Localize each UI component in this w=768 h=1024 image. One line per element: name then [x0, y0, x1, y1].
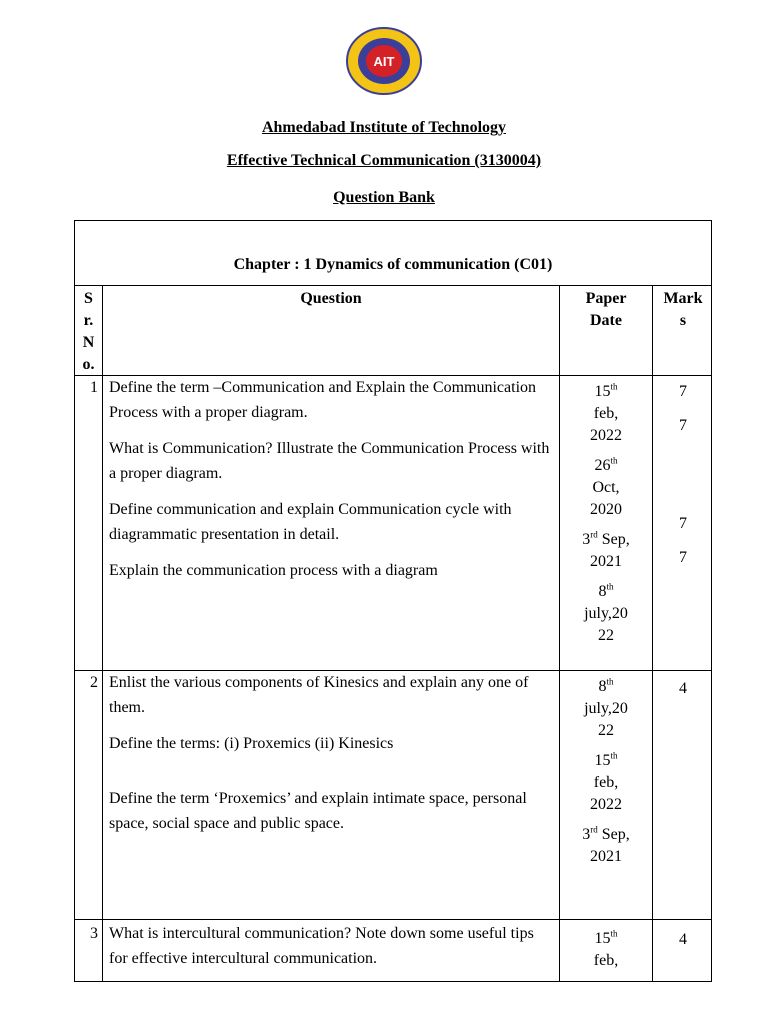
paper-date: 8th july,20 22 — [584, 581, 628, 644]
header-srno: S r. N o. — [82, 290, 95, 373]
course-title: Effective Technical Communication (3130004) — [226, 152, 542, 169]
question-text: What is Communication? Illustrate the Communication Process with a proper diagram. — [109, 440, 550, 482]
paper-date-cell — [560, 676, 652, 876]
header-paper-date: Paper Date — [585, 290, 627, 329]
chapter-title: Chapter : 1 Dynamics of communication (C01) — [75, 221, 711, 286]
question-text: Define the term –Communication and Explain the Communication Process with a proper diagram. — [109, 379, 537, 421]
question-text: Explain the communication process with a diagram — [109, 562, 438, 579]
paper-date-cell — [560, 928, 652, 980]
question-text: Define communication and explain Communication cycle with diagrammatic presentation in detail. — [109, 501, 512, 543]
question-text: Define the term ‘Proxemics’ and explain intimate space, personal space, social space and public space. — [109, 790, 527, 832]
paper-date: 15th feb, 2022 — [590, 381, 622, 444]
question-text: Define the terms: (i) Proxemics (ii) Kinesics — [109, 735, 394, 752]
logo-mark: AIT — [373, 54, 395, 69]
paper-date: 26th Oct, 2020 — [590, 455, 622, 518]
document-title: Question Bank — [333, 189, 435, 206]
question-table — [74, 220, 712, 982]
question-text: What is intercultural communication? Note down some useful tips for effective intercultural communication. — [109, 925, 534, 967]
paper-date: 15th feb, — [593, 928, 619, 969]
mark-value: 7 — [679, 549, 687, 566]
row-number: 1 — [90, 379, 98, 396]
mark-value: 4 — [679, 931, 687, 948]
paper-date: 15th feb, 2022 — [590, 750, 622, 813]
paper-date: 8th july,20 22 — [584, 676, 628, 739]
row-number: 3 — [90, 925, 98, 942]
header-marks: Mark s — [663, 290, 703, 329]
paper-date: 3rd Sep, 2021 — [582, 824, 630, 865]
mark-value: 4 — [679, 680, 687, 697]
question-cell — [109, 375, 555, 594]
mark-value: 7 — [679, 383, 687, 400]
header-question: Question — [300, 290, 362, 307]
mark-value: 7 — [679, 515, 687, 532]
institute-name: Ahmedabad Institute of Technology — [261, 119, 507, 136]
mark-value: 7 — [679, 417, 687, 434]
question-text: Enlist the various components of Kinesics and explain any one of them. — [109, 674, 529, 716]
paper-date: 3rd Sep, 2021 — [582, 529, 630, 570]
question-cell — [109, 921, 555, 982]
question-cell — [109, 670, 555, 847]
institute-logo — [344, 26, 424, 96]
paper-date-cell — [560, 381, 652, 655]
row-number: 2 — [90, 674, 98, 691]
